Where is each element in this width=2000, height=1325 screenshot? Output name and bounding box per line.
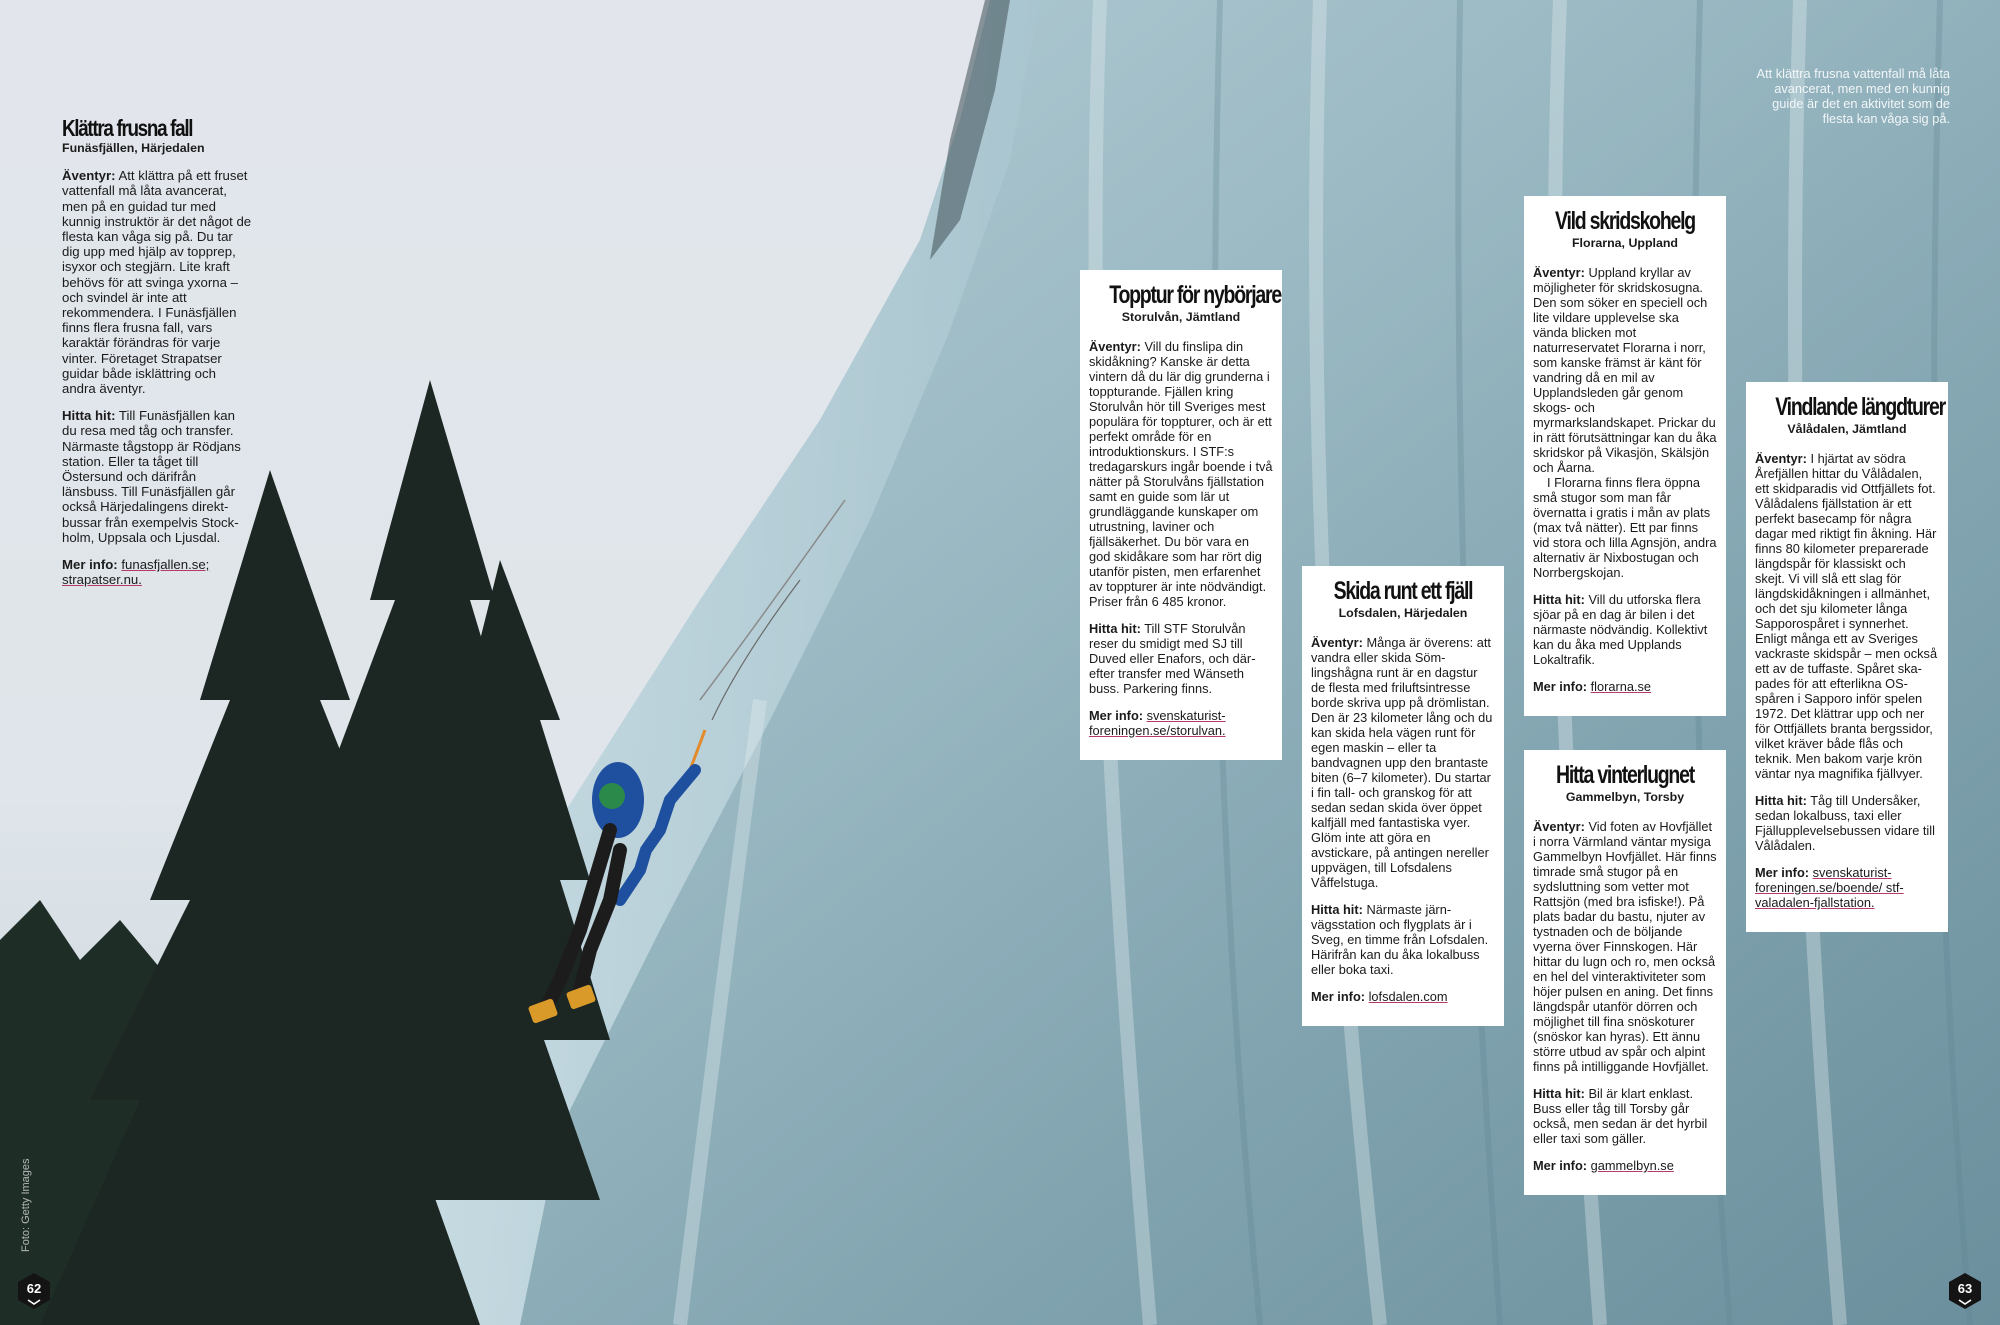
card-toppture [1080, 270, 1282, 760]
getting-there-label: Hitta hit: [1311, 902, 1363, 917]
more-info-paragraph [1533, 1158, 1717, 1173]
adventure-text: Vill du finslipa din skidåkning? Kanske är detta vintern då du lär dig grunderna i toppturande. Fjällen kring Storulvån hör till Sveriges mest populära för toppturer, och är ett perfekt område för en introduktionskurs. I STF:s tredagarskurs ingår boende i två nätter på Storulvåns fjällstation samt en guide som lär ut grundläggande kunskaper om utrustning, laviner och fjällsäkerhet. Du bör vara en god skidåkare som har rört dig utanför pisten, men erfarenhet av toppturer är inte nödvändigt. Priser från 6 485 kronor. [1089, 339, 1273, 609]
more-info-paragraph [1311, 989, 1495, 1004]
photo-credit: Foto: Getty Images [20, 1158, 32, 1252]
getting-there-text: Tåg till Undersåker, sedan lokalbuss, taxi eller Fjällupplevelsebussen vidare till Vålådalen. [1755, 793, 1935, 853]
adventure-paragraph [1311, 635, 1495, 890]
page-number-text: 62 [26, 1281, 42, 1296]
more-info-label: Mer info: [1089, 708, 1144, 723]
adventure-paragraph [1533, 819, 1717, 1074]
getting-there-label: Hitta hit: [1533, 1086, 1585, 1101]
adventure-paragraph-2: I Florarna finns flera öppna små stugor som man får övernatta i gratis i mån av plats (max två nätter). Ett par finns vid stora och lilla Agnsjön, andra alternativ är Nixbostugan och Norrbergskojan. [1533, 475, 1717, 580]
getting-there-text: Närmaste järnvägsstation och flygplats är i Sveg, en timme från Lofsdalen. Härifrån kan du åka lokalbuss eller boka taxi. [1311, 902, 1489, 977]
getting-there-paragraph [1089, 621, 1273, 696]
card-vinterlugnet [1524, 750, 1726, 1195]
more-info-paragraph [1533, 679, 1717, 694]
more-info-label: Mer info: [62, 557, 118, 573]
card-skridsko [1524, 196, 1726, 716]
card-location: Storulvån, Jämtland [1121, 310, 1241, 324]
page-number-left [17, 1272, 51, 1310]
getting-there-text: Vill du utforska flera sjöar på en dag är bilen i det närmaste nödvändig. Kollektivt kan du åka med Upplands Lokaltrafik. [1533, 592, 1708, 667]
card-title: Skida runt ett fjäll [1333, 577, 1473, 605]
getting-there-paragraph [1755, 793, 1939, 853]
photo-caption: Att klättra frusna vattenfall må låta avancerat, men med en kunnig guide är det en aktivitet som de flesta kan våga sig på. [1756, 66, 1950, 126]
getting-there-text: Bil är klart enklast. Buss eller tåg till Torsby går också, men sedan är det hyrbil eller taxi som gäller. [1533, 1086, 1708, 1146]
card-skida [1302, 566, 1504, 1026]
more-info-label: Mer info: [1311, 989, 1366, 1004]
article-location: Funäsfjällen, Härjedalen [62, 141, 205, 155]
card-location: Gammelbyn, Torsby [1565, 790, 1685, 804]
adventure-paragraph [1755, 451, 1939, 781]
getting-there-text: Till Funäsfjällen kan du resa med tåg och transfer. Närmaste tågstopp är Rödjans station. Eller ta tåget till Östersund och därifrån länsbuss. Till Funäsfjällen går också Härjedalingens direktbussar från exempelvis Stockholm, Uppsala och Ljusdal. [62, 408, 241, 545]
more-info-label: Mer info: [1755, 865, 1810, 880]
card-title: Hitta vinterlugnet [1556, 761, 1694, 789]
adventure-text: I hjärtat av södra Årefjällen hittar du Vålådalen, ett skidparadis vid Ottfjällets fot. Vålådalens fjällstation är ett perfekt basecamp för några dagar med riktigt fin åkning. Här finns 80 kilometer preparerade längdspår för klassiskt och skejt. Vi vill slå ett slag för längdskidåkningen i allmänhet, och det sju kilometer långa Sapporospåret i synnerhet. Enligt många ett av Sveriges vackraste skidspår – men också ett av de tuffaste. Spåret skapades för att efterlikna OS-spåren i Sapporo inför spelen 1972. Det klättrar upp och ner för Ottfjällets branta bergssidor, vilket kräver både flås och teknik. Men bakom varje krön väntar nya magnifika fjällvyer. [1755, 451, 1938, 781]
more-info-paragraph [1755, 865, 1939, 910]
more-info-link[interactable]: gammelbyn.se [1590, 1158, 1674, 1173]
page-number-right [1948, 1272, 1982, 1310]
more-info-link[interactable]: lofsdalen.com [1368, 989, 1448, 1004]
adventure-label: Äventyr: [1533, 265, 1585, 280]
getting-there-paragraph [62, 408, 252, 545]
adventure-text: Att klättra på ett fruset vattenfall må låta avancerat, men på en guidad tur med kunnig instruktör är det något de flesta kan våga sig på. Du tar dig upp med hjälp av topprep, isyxor och stegjärn. Lite kraft behövs för att svinga yxorna – och svindel är inte att rekommendera. I Funäsfjällen finns flera frusna fall, vars karaktär förändras för varje vinter. Företaget Strapatser guidar både isklättring och andra äventyr. [62, 168, 252, 397]
more-info-link[interactable]: svenskaturistforeningen.se/boende/ stf-valadalen-fjallstation. [1755, 865, 1904, 910]
card-title: Topptur för nybörjare [1109, 281, 1281, 309]
adventure-paragraph [1089, 339, 1273, 609]
adventure-label: Äventyr: [62, 168, 116, 184]
more-info-label: Mer info: [1533, 1158, 1588, 1173]
getting-there-label: Hitta hit: [1755, 793, 1807, 808]
getting-there-text: Till STF Storulvån reser du smidigt med SJ till Duved eller Enafors, och därefter transfer med Wänseth buss. Parkering finns. [1089, 621, 1256, 696]
card-langdturer [1746, 382, 1948, 932]
card-location: Vålådalen, Jämtland [1787, 422, 1907, 436]
getting-there-label: Hitta hit: [1089, 621, 1141, 636]
adventure-paragraph [1533, 265, 1717, 475]
getting-there-label: Hitta hit: [1533, 592, 1585, 607]
card-title: Vild skridskohelg [1555, 207, 1695, 235]
adventure-text: Många är överens: att vandra eller skida Sömlingshågna runt är en dagstur de flesta med friluftsintresse borde skriva upp på drömlistan. Den är 23 kilometer lång och du kan skida hela vägen runt för egen maskin – eller ta bandvagnen upp den brantaste biten (6–7 kilometer). Du startar i fin tall- och granskog för att sedan sedan skida över öppet kalfjäll med fantastiska vyer. Glöm inte att göra en avstickare, på antingen nereller uppvägen, till Lofsdalens Våffelstuga. [1311, 635, 1493, 890]
getting-there-label: Hitta hit: [62, 408, 116, 424]
more-info-link[interactable]: svenskaturistforeningen.se/storulvan. [1089, 708, 1226, 738]
adventure-paragraph [62, 168, 252, 396]
adventure-label: Äventyr: [1533, 819, 1585, 834]
card-location: Lofsdalen, Härjedalen [1338, 606, 1468, 620]
article-title: Klättra frusna fall [62, 115, 193, 141]
card-title: Vindlande längdturer [1775, 393, 1945, 421]
adventure-label: Äventyr: [1755, 451, 1807, 466]
more-info-paragraph [1089, 708, 1273, 738]
more-info-paragraph [62, 557, 252, 587]
left-article [62, 116, 252, 599]
more-info-link[interactable]: funasfjallen.se; strapatser.nu. [62, 557, 210, 588]
page-number-text: 63 [1957, 1281, 1973, 1296]
getting-there-paragraph [1533, 592, 1717, 667]
adventure-text: Vid foten av Hovfjället i norra Värmland väntar mysiga Gammelbyn Hovfjället. Här finns timrade små stugor på en sydsluttning som vetter mot Rattsjön (med bra isfiske!). På plats badar du bastu, njuter av tystnaden och de böljande vyerna över Finnskogen. Här hittar du lugn och ro, men också en hel del vinteraktiviteter som höjer pulsen en aning. Det finns längdspår utanför dörren och möjlighet till fina snöskoturer (snöskor kan hyras). Ett ännu större utbud av spår och alpint finns på intilliggande Hovfjället. [1533, 819, 1717, 1074]
more-info-label: Mer info: [1533, 679, 1588, 694]
adventure-text: Uppland kryllar av möjligheter för skridskosugna. Den som söker en speciell och lite vildare upplevelse ska vända blicken mot naturreservatet Florarna i norr, som kanske främst är känt för vandring då en mil av Upplandsleden går genom skogs- och myrmarkslandskapet. Prickar du in rätt förutsättningar kan du åka skridskor på Vikasjön, Skälsjön och Åarna. [1533, 265, 1717, 475]
getting-there-paragraph [1311, 902, 1495, 977]
more-info-link[interactable]: florarna.se [1590, 679, 1652, 694]
getting-there-paragraph [1533, 1086, 1717, 1146]
adventure-label: Äventyr: [1089, 339, 1141, 354]
card-location: Florarna, Uppland [1571, 236, 1679, 250]
adventure-label: Äventyr: [1311, 635, 1363, 650]
